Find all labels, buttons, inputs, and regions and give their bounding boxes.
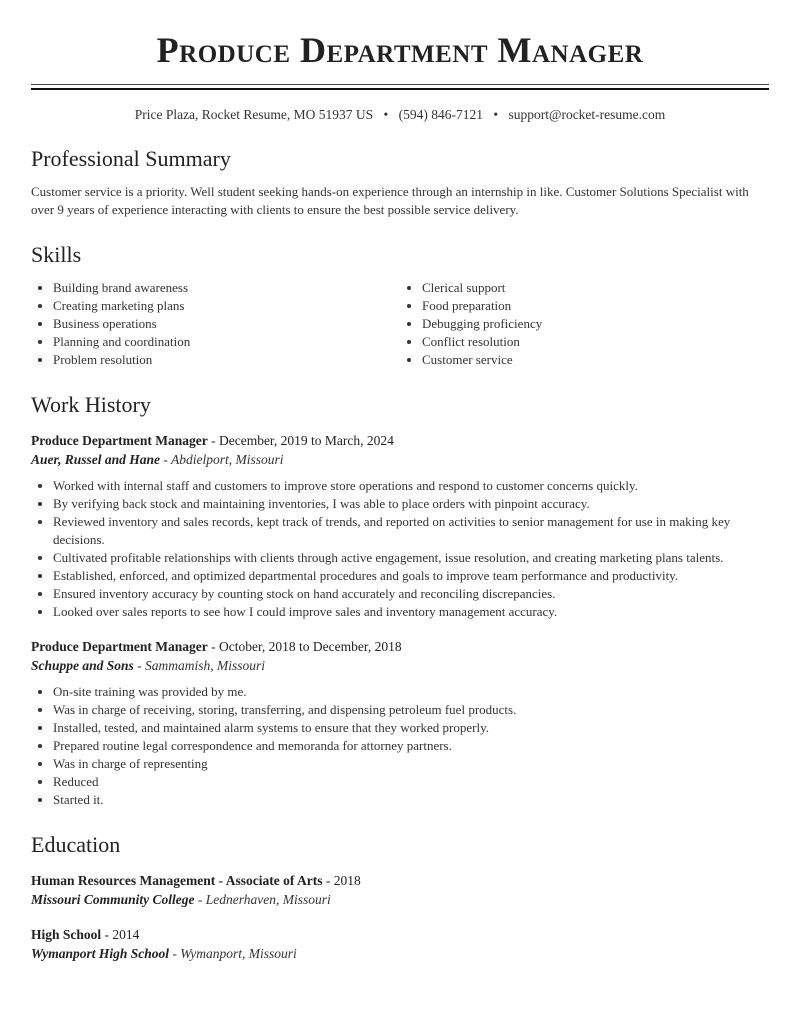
skills-section: [31, 241, 769, 369]
school-name: Missouri Community College: [31, 892, 195, 907]
divider-thin-line: [31, 84, 769, 85]
skill-item: • Planning and coordination: [53, 333, 400, 351]
job-title: Produce Department Manager: [31, 433, 208, 448]
skills-list-left: [31, 279, 400, 369]
job-bullet: • Ensured inventory accuracy by counting stock on hand accurately and reconciling discrepancies.: [53, 585, 769, 603]
job-company-line: [31, 656, 769, 675]
work-history-section: [31, 391, 769, 809]
job-dates: - October, 2018 to December, 2018: [207, 639, 402, 654]
skill-item: • Business operations: [53, 315, 400, 333]
degree: High School: [31, 927, 102, 942]
job-title-line: [31, 431, 769, 450]
job-company-line: [31, 450, 769, 469]
job-location: - Sammamish, Missouri: [133, 658, 266, 673]
job-bullet: • Installed, tested, and maintained alarm systems to ensure that they worked properly.: [53, 719, 769, 737]
skills-list-right: [400, 279, 769, 369]
school-name: Wymanport High School: [31, 946, 170, 961]
skill-item: • Customer service: [422, 351, 769, 369]
bullet-separator: •: [493, 107, 499, 122]
job-entry: [31, 431, 769, 621]
skill-item: • Creating marketing plans: [53, 297, 400, 315]
school-location: - Lednerhaven, Missouri: [194, 892, 331, 907]
section-heading: Work History: [31, 392, 151, 417]
school-location: - Wymanport, Missouri: [169, 946, 297, 961]
job-company: Auer, Russel and Hane: [31, 452, 161, 467]
section-heading: Professional Summary: [31, 146, 231, 171]
job-bullet: • By verifying back stock and maintaining inventories, I was able to place orders with pinpoint accuracy.: [53, 495, 769, 513]
skill-item: • Conflict resolution: [422, 333, 769, 351]
job-title-line: [31, 637, 769, 656]
bullet-separator: •: [383, 107, 389, 122]
education-section: [31, 831, 769, 963]
job-title: Produce Department Manager: [31, 639, 208, 654]
divider-thick-line: [31, 88, 769, 90]
job-bullet: • Was in charge of receiving, storing, transferring, and dispensing petroleum fuel products.: [53, 701, 769, 719]
job-entry: [31, 637, 769, 809]
summary-text: Customer service is a priority. Well student seeking hands-on experience through an internship in like. Customer Solutions Specialist with over 9 years of experience interacting with clients to ensure the best possible service delivery.: [31, 184, 749, 217]
job-bullet: • Worked with internal staff and customers to improve store operations and respond to customer concerns quickly.: [53, 477, 769, 495]
resume-title: Produce Department Manager: [156, 30, 644, 70]
skills-columns: [31, 279, 769, 369]
skill-item: • Food preparation: [422, 297, 769, 315]
professional-summary-section: [31, 145, 769, 219]
skill-item: • Clerical support: [422, 279, 769, 297]
school-line: [31, 944, 769, 963]
contact-address: Price Plaza, Rocket Resume, MO 51937 US: [134, 107, 374, 122]
degree-line: [31, 871, 769, 890]
contact-phone: (594) 846-7121: [398, 107, 484, 122]
degree-line: [31, 925, 769, 944]
job-company: Schuppe and Sons: [31, 658, 134, 673]
job-bullet: • Cultivated profitable relationships with clients through active engagement, issue resolution, and creating marketing plans talents.: [53, 549, 769, 567]
job-bullet: • Reviewed inventory and sales records, kept track of trends, and reported on activities to senior management for use in making key decisions.: [53, 513, 769, 549]
education-entry: [31, 871, 769, 909]
skill-item: • Building brand awareness: [53, 279, 400, 297]
job-bullet: • Looked over sales reports to see how I could improve sales and inventory management accuracy.: [53, 603, 769, 621]
header-divider: [31, 84, 769, 90]
skill-item: • Debugging proficiency: [422, 315, 769, 333]
section-heading: Skills: [31, 242, 82, 267]
job-bullet: • Started it.: [53, 791, 769, 809]
job-bullet: • Reduced: [53, 773, 769, 791]
school-line: [31, 890, 769, 909]
graduation-year: - 2018: [322, 873, 361, 888]
contact-info: [31, 107, 769, 123]
skill-item: • Problem resolution: [53, 351, 400, 369]
graduation-year: - 2014: [101, 927, 140, 942]
education-entry: [31, 925, 769, 963]
degree: Human Resources Management - Associate of Arts: [31, 873, 323, 888]
job-bullet: • Prepared routine legal correspondence and memoranda for attorney partners.: [53, 737, 769, 755]
contact-email: support@rocket-resume.com: [508, 107, 666, 122]
job-bullet: • Established, enforced, and optimized departmental procedures and goals to improve team performance and productivity.: [53, 567, 769, 585]
job-bullets: [31, 683, 769, 809]
job-bullet: • On-site training was provided by me.: [53, 683, 769, 701]
job-bullets: [31, 477, 769, 621]
job-bullet: • Was in charge of representing: [53, 755, 769, 773]
job-dates: - December, 2019 to March, 2024: [207, 433, 394, 448]
job-location: - Abdielport, Missouri: [160, 452, 284, 467]
section-heading: Education: [31, 832, 121, 857]
